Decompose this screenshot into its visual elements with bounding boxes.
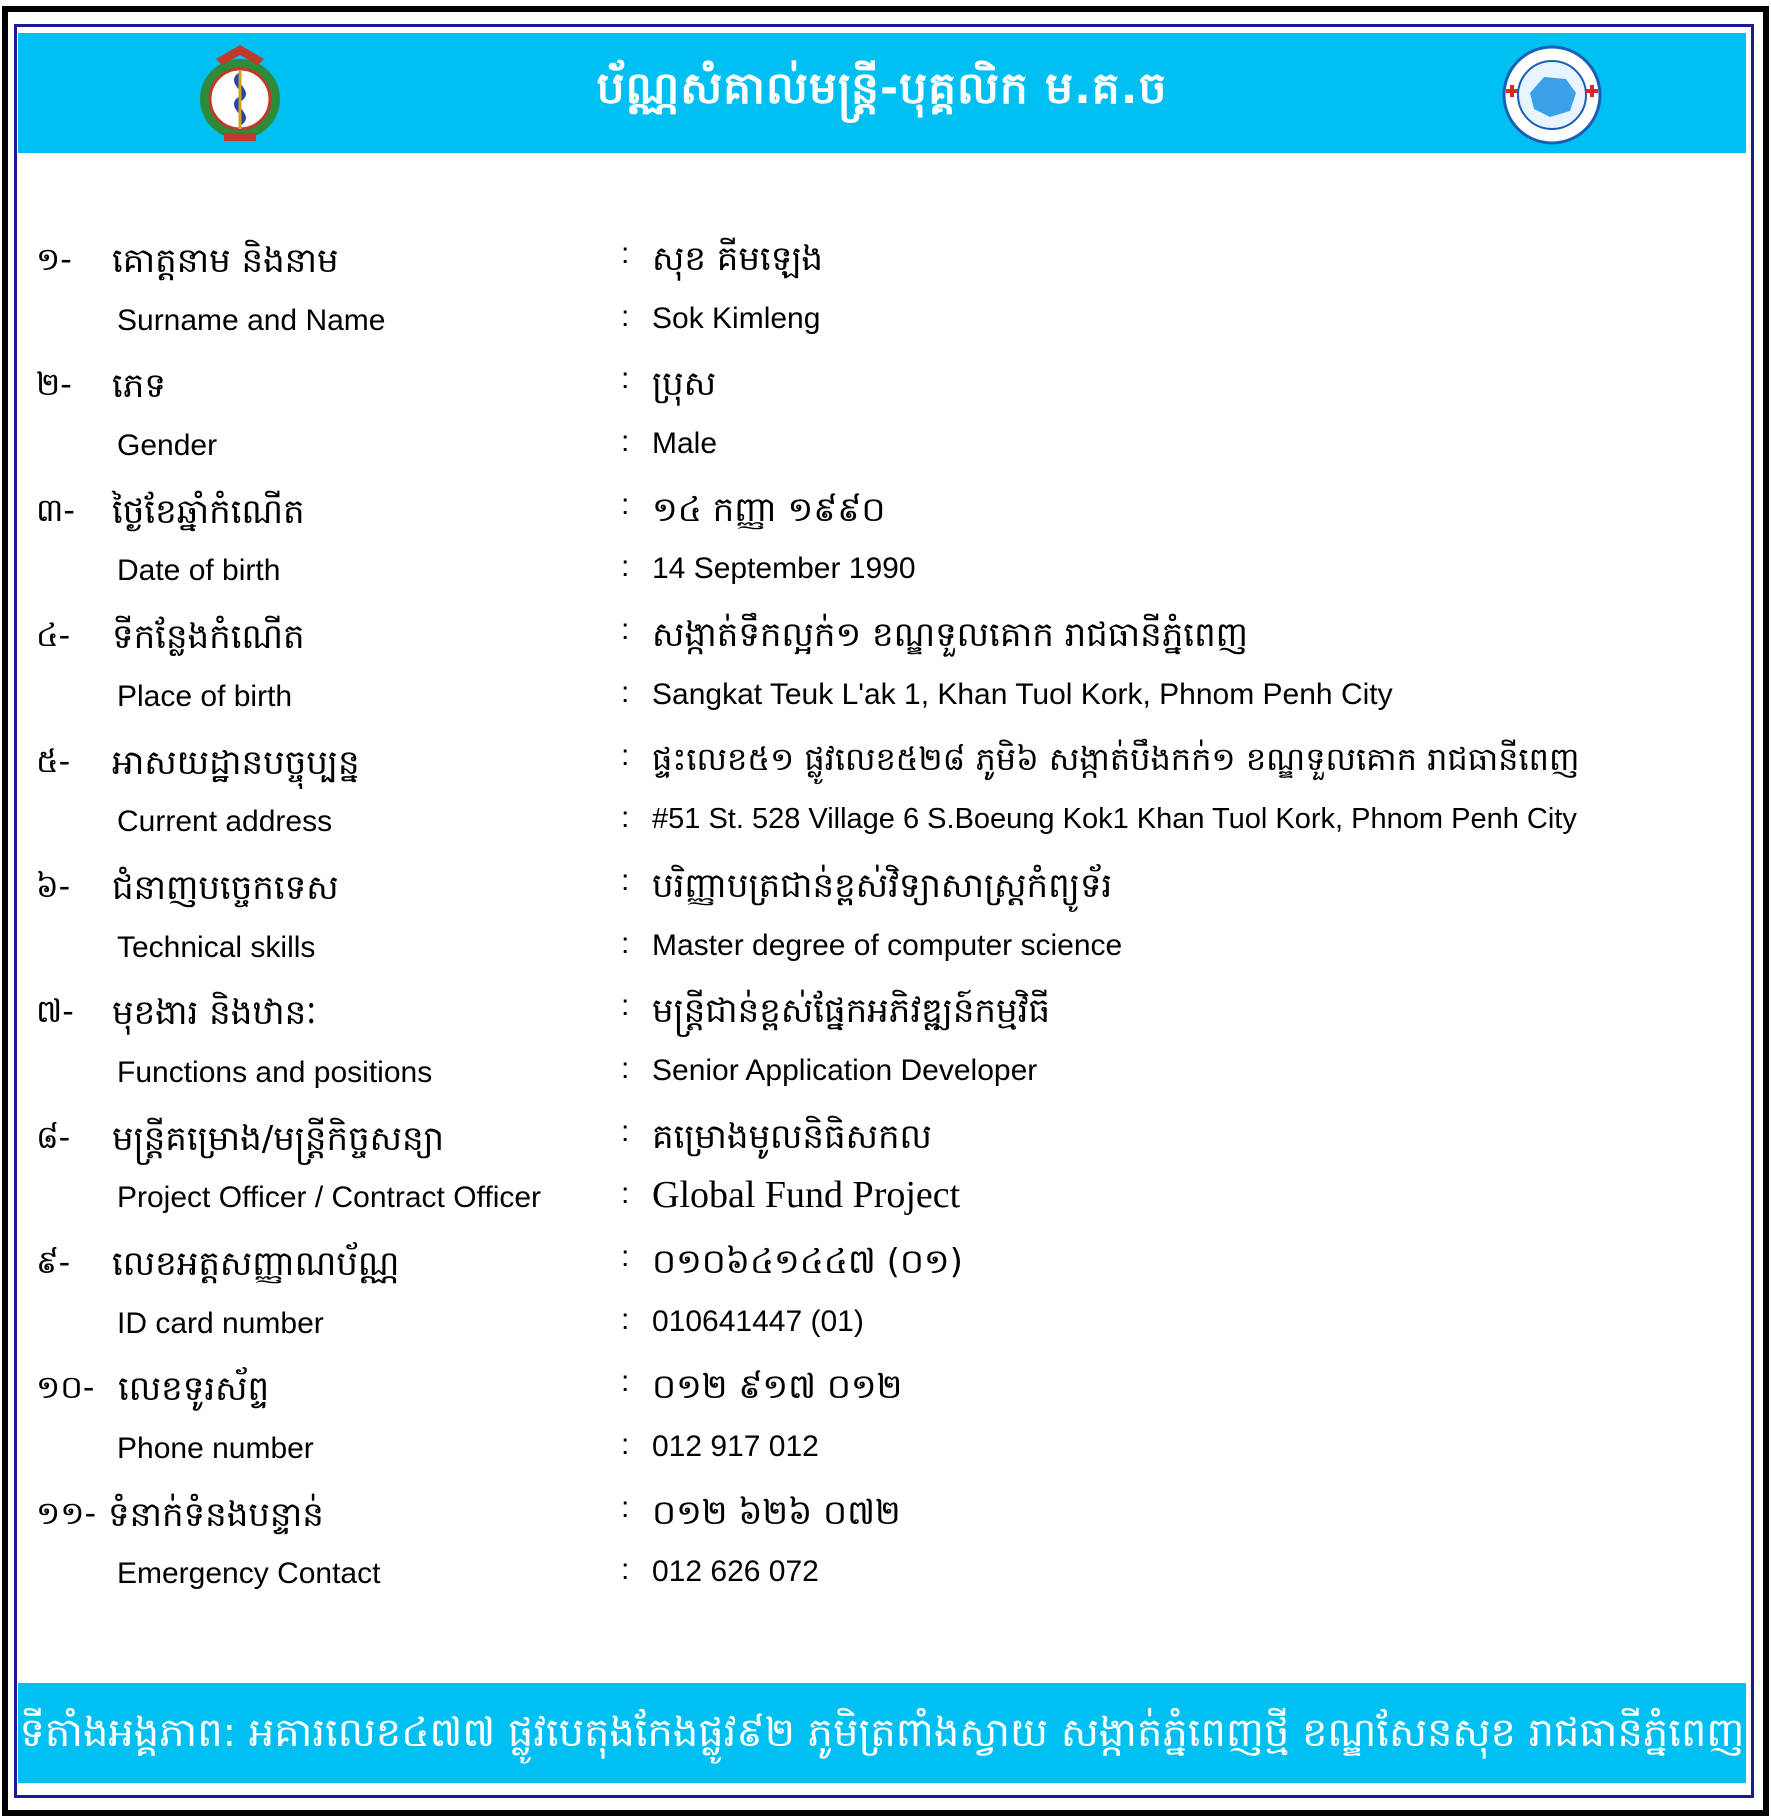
separator-colon: : xyxy=(621,299,630,333)
field-label-en: Surname and Name xyxy=(117,303,386,337)
separator-colon: : xyxy=(621,1240,630,1273)
row-skills-en xyxy=(0,915,1771,978)
field-value-kh: មន្ត្រីជាន់ខ្ពស់ផ្នែកអភិវឌ្ឍន៍កម្មវិធី xyxy=(652,991,1050,1032)
field-label-en: Gender xyxy=(117,429,218,463)
card-title: ប័ណ្ណសំគាល់មន្ត្រី-បុគ្គលិក ម.គ.ច xyxy=(596,63,1168,114)
separator-colon: : xyxy=(621,926,630,960)
row-address-en xyxy=(0,789,1771,852)
separator-colon: : xyxy=(621,1114,630,1148)
row-birthplace-en xyxy=(0,664,1771,727)
row-project-en xyxy=(0,1165,1771,1228)
field-value-en: Sangkat Teuk L'ak 1, Khan Tuol Kork, Phnom Penh City xyxy=(652,677,1393,711)
field-label-en: Emergency Contact xyxy=(117,1557,381,1591)
field-value-kh: ០១២ ៦២៦ ០៧២ xyxy=(652,1492,901,1533)
row-dob-en xyxy=(0,538,1771,601)
row-gender-kh xyxy=(0,350,1771,413)
field-value-en: Senior Application Developer xyxy=(652,1053,1038,1087)
separator-colon: : xyxy=(621,1553,630,1587)
field-value-kh: ១៤ កញ្ញា ១៩៩០ xyxy=(652,489,886,530)
field-label-kh: មន្ត្រីគម្រោង/មន្ត្រីកិច្ចសន្យា xyxy=(112,1118,445,1159)
row-name-en xyxy=(0,288,1771,351)
field-label-en: ID card number xyxy=(117,1306,324,1340)
field-value-kh: ០១០៦៤១៤៤៧ (០១) xyxy=(652,1242,963,1282)
separator-colon: : xyxy=(621,550,630,584)
field-label-kh: ជំនាញបច្ចេកទេស xyxy=(112,867,339,908)
separator-colon: : xyxy=(621,989,630,1023)
field-label-kh: មុខងារ និងឋានៈ xyxy=(112,993,317,1034)
cnm-logo-icon xyxy=(1500,43,1604,147)
field-label-kh: ទំនាក់ទំនងបន្ទាន់ xyxy=(108,1494,324,1535)
row-skills-kh xyxy=(0,852,1771,915)
row-phone-en xyxy=(0,1416,1771,1479)
field-label-en: Current address xyxy=(117,805,333,839)
separator-colon: : xyxy=(621,425,630,459)
field-label-en: Place of birth xyxy=(117,679,293,713)
separator-colon: : xyxy=(621,1302,630,1336)
row-emergency-kh xyxy=(0,1479,1771,1542)
field-value-en: 010641447 (01) xyxy=(652,1304,864,1338)
row-idcard-en xyxy=(0,1291,1771,1354)
row-dob-kh xyxy=(0,476,1771,539)
field-value-en: 14 September 1990 xyxy=(652,552,916,586)
row-number: ៦- xyxy=(36,866,71,905)
separator-colon: : xyxy=(621,1490,630,1524)
row-number: ១១- xyxy=(36,1493,96,1532)
separator-colon: : xyxy=(621,487,630,521)
separator-colon: : xyxy=(621,1177,630,1211)
info-rows xyxy=(0,225,1771,1604)
row-phone-kh xyxy=(0,1353,1771,1416)
field-value-en: #51 St. 528 Village 6 S.Boeung Kok1 Khan Tuol Kork, Phnom Penh City xyxy=(652,803,1577,836)
separator-colon: : xyxy=(621,801,630,835)
row-name-kh xyxy=(0,225,1771,288)
row-number: ១០- xyxy=(36,1368,95,1407)
separator-colon: : xyxy=(621,1365,630,1399)
field-value-en: Sok Kimleng xyxy=(652,301,821,335)
field-value-en: 012 626 072 xyxy=(652,1555,819,1589)
field-label-kh: ភេទ xyxy=(112,366,166,407)
field-label-kh: គោត្តនាម និងនាម xyxy=(112,241,339,281)
row-birthplace-kh xyxy=(0,601,1771,664)
field-value-en: Male xyxy=(652,427,718,461)
separator-colon: : xyxy=(621,1051,630,1085)
field-value-kh: ប្រុស xyxy=(652,364,717,405)
row-number: ៣- xyxy=(36,490,75,529)
row-number: ២- xyxy=(36,365,72,404)
field-value-kh: សុខ គីមឡេង xyxy=(652,239,824,279)
row-position-kh xyxy=(0,977,1771,1040)
organization-address: ទីតាំងអង្គភាព: អគារលេខ៤៧៧ ផ្លូវបេតុងកែងផ្លូវ៩២ ភូមិត្រពាំងស្វាយ សង្កាត់ភ្នំពេញថ្មី ខណ្ឌសែនសុខ រាជធានីភ្នំពេញ xyxy=(19,1710,1745,1756)
field-label-kh: លេខអត្តសញ្ញាណប័ណ្ណ xyxy=(112,1244,400,1284)
row-number: ៥- xyxy=(36,741,71,780)
field-value-kh: សង្កាត់ទឹកល្អក់១ ខណ្ឌទួលគោក រាជធានីភ្នំពេញ xyxy=(652,615,1249,656)
footer-band xyxy=(18,1683,1746,1783)
field-value-kh: ០១២ ៩១៧ ០១២ xyxy=(652,1367,903,1408)
field-label-en: Project Officer / Contract Officer xyxy=(117,1181,542,1215)
field-value-kh: គម្រោងមូលនិធិសកល xyxy=(652,1116,932,1157)
field-label-kh: លេខទូរស័ព្ទ xyxy=(118,1369,270,1410)
field-value-en: 012 917 012 xyxy=(652,1430,819,1464)
separator-colon: : xyxy=(621,738,630,772)
row-number: ៤- xyxy=(36,616,71,655)
separator-colon: : xyxy=(621,237,630,270)
row-position-en xyxy=(0,1040,1771,1103)
row-idcard-kh xyxy=(0,1228,1771,1291)
row-emergency-en xyxy=(0,1541,1771,1604)
field-value-en: Master degree of computer science xyxy=(652,928,1123,962)
field-value-kh: ផ្ទះលេខ៥១ ផ្លូវលេខ៥២៨ ភូមិ៦ សង្កាត់បឹងកក់១ ខណ្ឌទួលគោក រាជធានីពេញ xyxy=(652,739,1580,778)
row-address-kh xyxy=(0,727,1771,790)
row-number: ១- xyxy=(36,240,72,278)
field-label-kh: ទីកន្លែងកំណើត xyxy=(112,617,305,658)
separator-colon: : xyxy=(621,675,630,709)
field-value-en: Global Fund Project xyxy=(652,1174,961,1217)
field-value-kh: បរិញ្ញាបត្រជាន់ខ្ពស់វិទ្យាសាស្ត្រកំព្យូទ័រ xyxy=(652,865,1113,906)
separator-colon: : xyxy=(621,1428,630,1462)
row-project-kh xyxy=(0,1103,1771,1166)
field-label-kh: អាសយដ្ឋានបច្ចុប្បន្ន xyxy=(112,742,360,783)
row-number: ៨- xyxy=(36,1117,71,1156)
field-label-en: Phone number xyxy=(117,1432,314,1466)
separator-colon: : xyxy=(621,613,630,647)
row-number: ៧- xyxy=(36,992,74,1031)
row-number: ៩- xyxy=(36,1243,71,1281)
separator-colon: : xyxy=(621,863,630,897)
field-label-en: Functions and positions xyxy=(117,1055,433,1089)
field-label-kh: ថ្ងៃខែឆ្នាំកំណើត xyxy=(112,491,305,532)
field-label-en: Date of birth xyxy=(117,554,281,588)
header-band xyxy=(18,33,1746,153)
field-label-en: Technical skills xyxy=(117,930,316,964)
separator-colon: : xyxy=(621,362,630,396)
row-gender-en xyxy=(0,413,1771,476)
